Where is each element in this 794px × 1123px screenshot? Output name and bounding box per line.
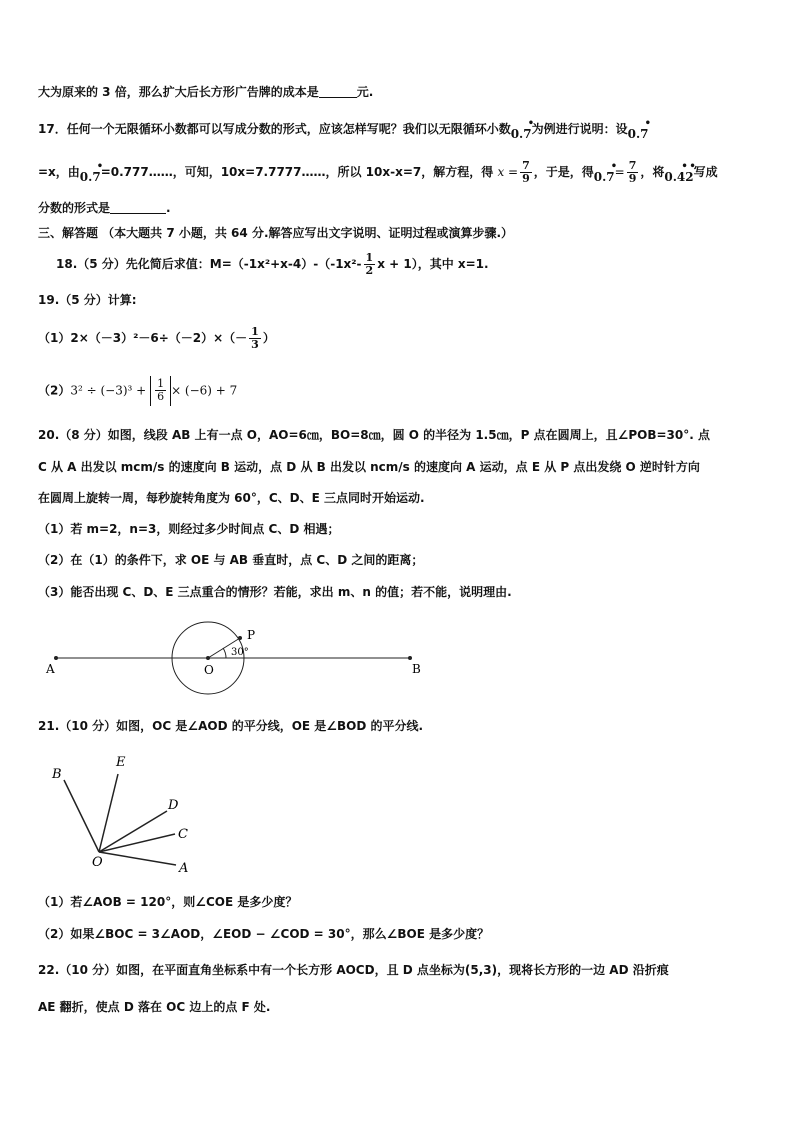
- label-a: A: [46, 662, 55, 676]
- q21-figure: [44, 746, 204, 876]
- fraction: $\frac{7}{9}$: [628, 159, 637, 185]
- q19-part2: [38, 376, 237, 406]
- q21-sub2: （2）如果∠BOC = 3∠AOD，∠EOD − ∠COD = 30°，那么∠BOE 是多少度？: [38, 927, 490, 941]
- ray-oe: [99, 774, 118, 852]
- q20-sub2: （2）在（1）的条件下，求 OE 与 AB 垂直时，点 C、D 之间的距离；: [38, 553, 424, 567]
- q20-line2: C 从 A 出发以 mcm/s 的速度向 B 运动，点 D 从 B 出发以 ncm/s 的速度向 A 运动，点 E 从 P 点出发绕 O 逆时针方向: [38, 460, 700, 474]
- answer-blank: [110, 201, 166, 214]
- equation-x: x =: [497, 165, 519, 179]
- q20-sub1: （1）若 m=2，n=3，则经过多少时间点 C、D 相遇；: [38, 522, 340, 536]
- q19-text: ）: [262, 331, 275, 345]
- point-p: [238, 636, 242, 640]
- repeating-decimal: 0.42 • •: [664, 161, 696, 184]
- q19-part1: [38, 326, 275, 351]
- q17-line3: [38, 199, 171, 217]
- fraction: $\frac{1}{2}$: [365, 251, 374, 277]
- q19-label: （2）: [38, 383, 71, 398]
- absolute-value: $\frac{1}{6}$: [150, 376, 171, 406]
- point-a: [54, 656, 58, 660]
- q17-text: 写成: [693, 165, 718, 179]
- label-p: P: [247, 628, 256, 642]
- section-heading: 三、解答题 （本大题共 7 小题，共 64 分.解答应写出文字说明、证明过程或演算步骤.）: [38, 226, 514, 240]
- ray-oa: [99, 852, 176, 865]
- q19-expr: × (−6) + 7: [171, 383, 238, 398]
- fraction: $\frac{1}{3}$: [251, 325, 259, 351]
- label-a: A: [179, 861, 189, 876]
- fraction: $\frac{7}{9}$: [522, 159, 530, 185]
- ray-od: [99, 811, 167, 852]
- angle-arc: [223, 648, 226, 658]
- q17-text: .: [166, 201, 171, 215]
- repeating-decimal: 0.7 •: [627, 118, 652, 141]
- q20-line1: 20.（8 分）如图，线段 AB 上有一点 O，AO=6㎝，BO=8㎝，圆 O 的半径为 1.5㎝，P 点在圆周上，且∠POB=30°. 点: [38, 428, 710, 442]
- answer-blank: [319, 85, 357, 98]
- label-b: B: [52, 767, 62, 782]
- q19-expr: 3² ÷ (−3)³ +: [70, 383, 147, 398]
- q17-text: =0.777……，可知，10x=7.7777……，所以 10x-x=7，解方程，得: [100, 165, 494, 179]
- ray-ob: [64, 780, 99, 852]
- q19-title: 19.（5 分）计算:: [38, 293, 137, 307]
- q16-text: 大为原来的 3 倍，那么扩大后长方形广告牌的成本是: [38, 85, 319, 99]
- q17-text: ，将: [640, 165, 665, 179]
- q16-unit: 元.: [356, 85, 374, 99]
- label-e: E: [116, 755, 126, 770]
- q17-text: 分数的形式是: [38, 201, 111, 215]
- q17-line1: [38, 118, 652, 143]
- ray-oc: [99, 834, 175, 852]
- point-b: [408, 656, 412, 660]
- repeating-decimal: 0.7 •: [593, 161, 618, 184]
- q20-line3: 在圆周上旋转一周，每秒旋转角度为 60°，C、D、E 三点同时开始运动.: [38, 491, 425, 505]
- q17-text: 为例进行说明：设: [531, 122, 628, 136]
- q16-tail: [38, 83, 373, 101]
- q22-line1: 22.（10 分）如图，在平面直角坐标系中有一个长方形 AOCD，且 D 点坐标为(5,3)，现将长方形的一边 AD 沿折痕: [38, 963, 669, 977]
- q17-text: =x，由: [38, 165, 80, 179]
- q20-figure: [40, 620, 440, 700]
- label-o: O: [204, 663, 214, 677]
- q21-sub1: （1）若∠AOB = 120°，则∠COE 是多少度？: [38, 895, 298, 909]
- q22-line2: AE 翻折，使点 D 落在 OC 边上的点 F 处.: [38, 1000, 271, 1014]
- q20-sub3: （3）能否出现 C、D、E 三点重合的情形？若能，求出 m、n 的值；若不能，说明理由.: [38, 585, 512, 599]
- q18-text: x + 1），其中 x=1.: [377, 257, 489, 271]
- q21-title: 21.（10 分）如图，OC 是∠AOD 的平分线，OE 是∠BOD 的平分线.: [38, 719, 424, 733]
- q17-text: 17．任何一个无限循环小数都可以写成分数的形式，应该怎样写呢？我们以无限循环小数: [38, 122, 511, 136]
- label-c: C: [178, 827, 188, 842]
- label-angle: 30°: [231, 647, 249, 658]
- label-o: O: [92, 855, 103, 870]
- q19-text: （1）2×（－3）²－6÷（－2）×（－: [38, 331, 248, 345]
- repeating-decimal: 0.7 •: [79, 161, 104, 184]
- q18-text: 18.（5 分）先化简后求值：M=（-1x²+x-4）-（-1x²-: [56, 257, 362, 271]
- label-d: D: [168, 798, 179, 813]
- q17-line2: [38, 160, 718, 186]
- label-b: B: [412, 662, 421, 676]
- q17-text: ，于是，得: [533, 165, 594, 179]
- equals-sign: =: [614, 165, 625, 179]
- repeating-decimal: 0.7 •: [510, 118, 535, 141]
- q18: [56, 252, 489, 277]
